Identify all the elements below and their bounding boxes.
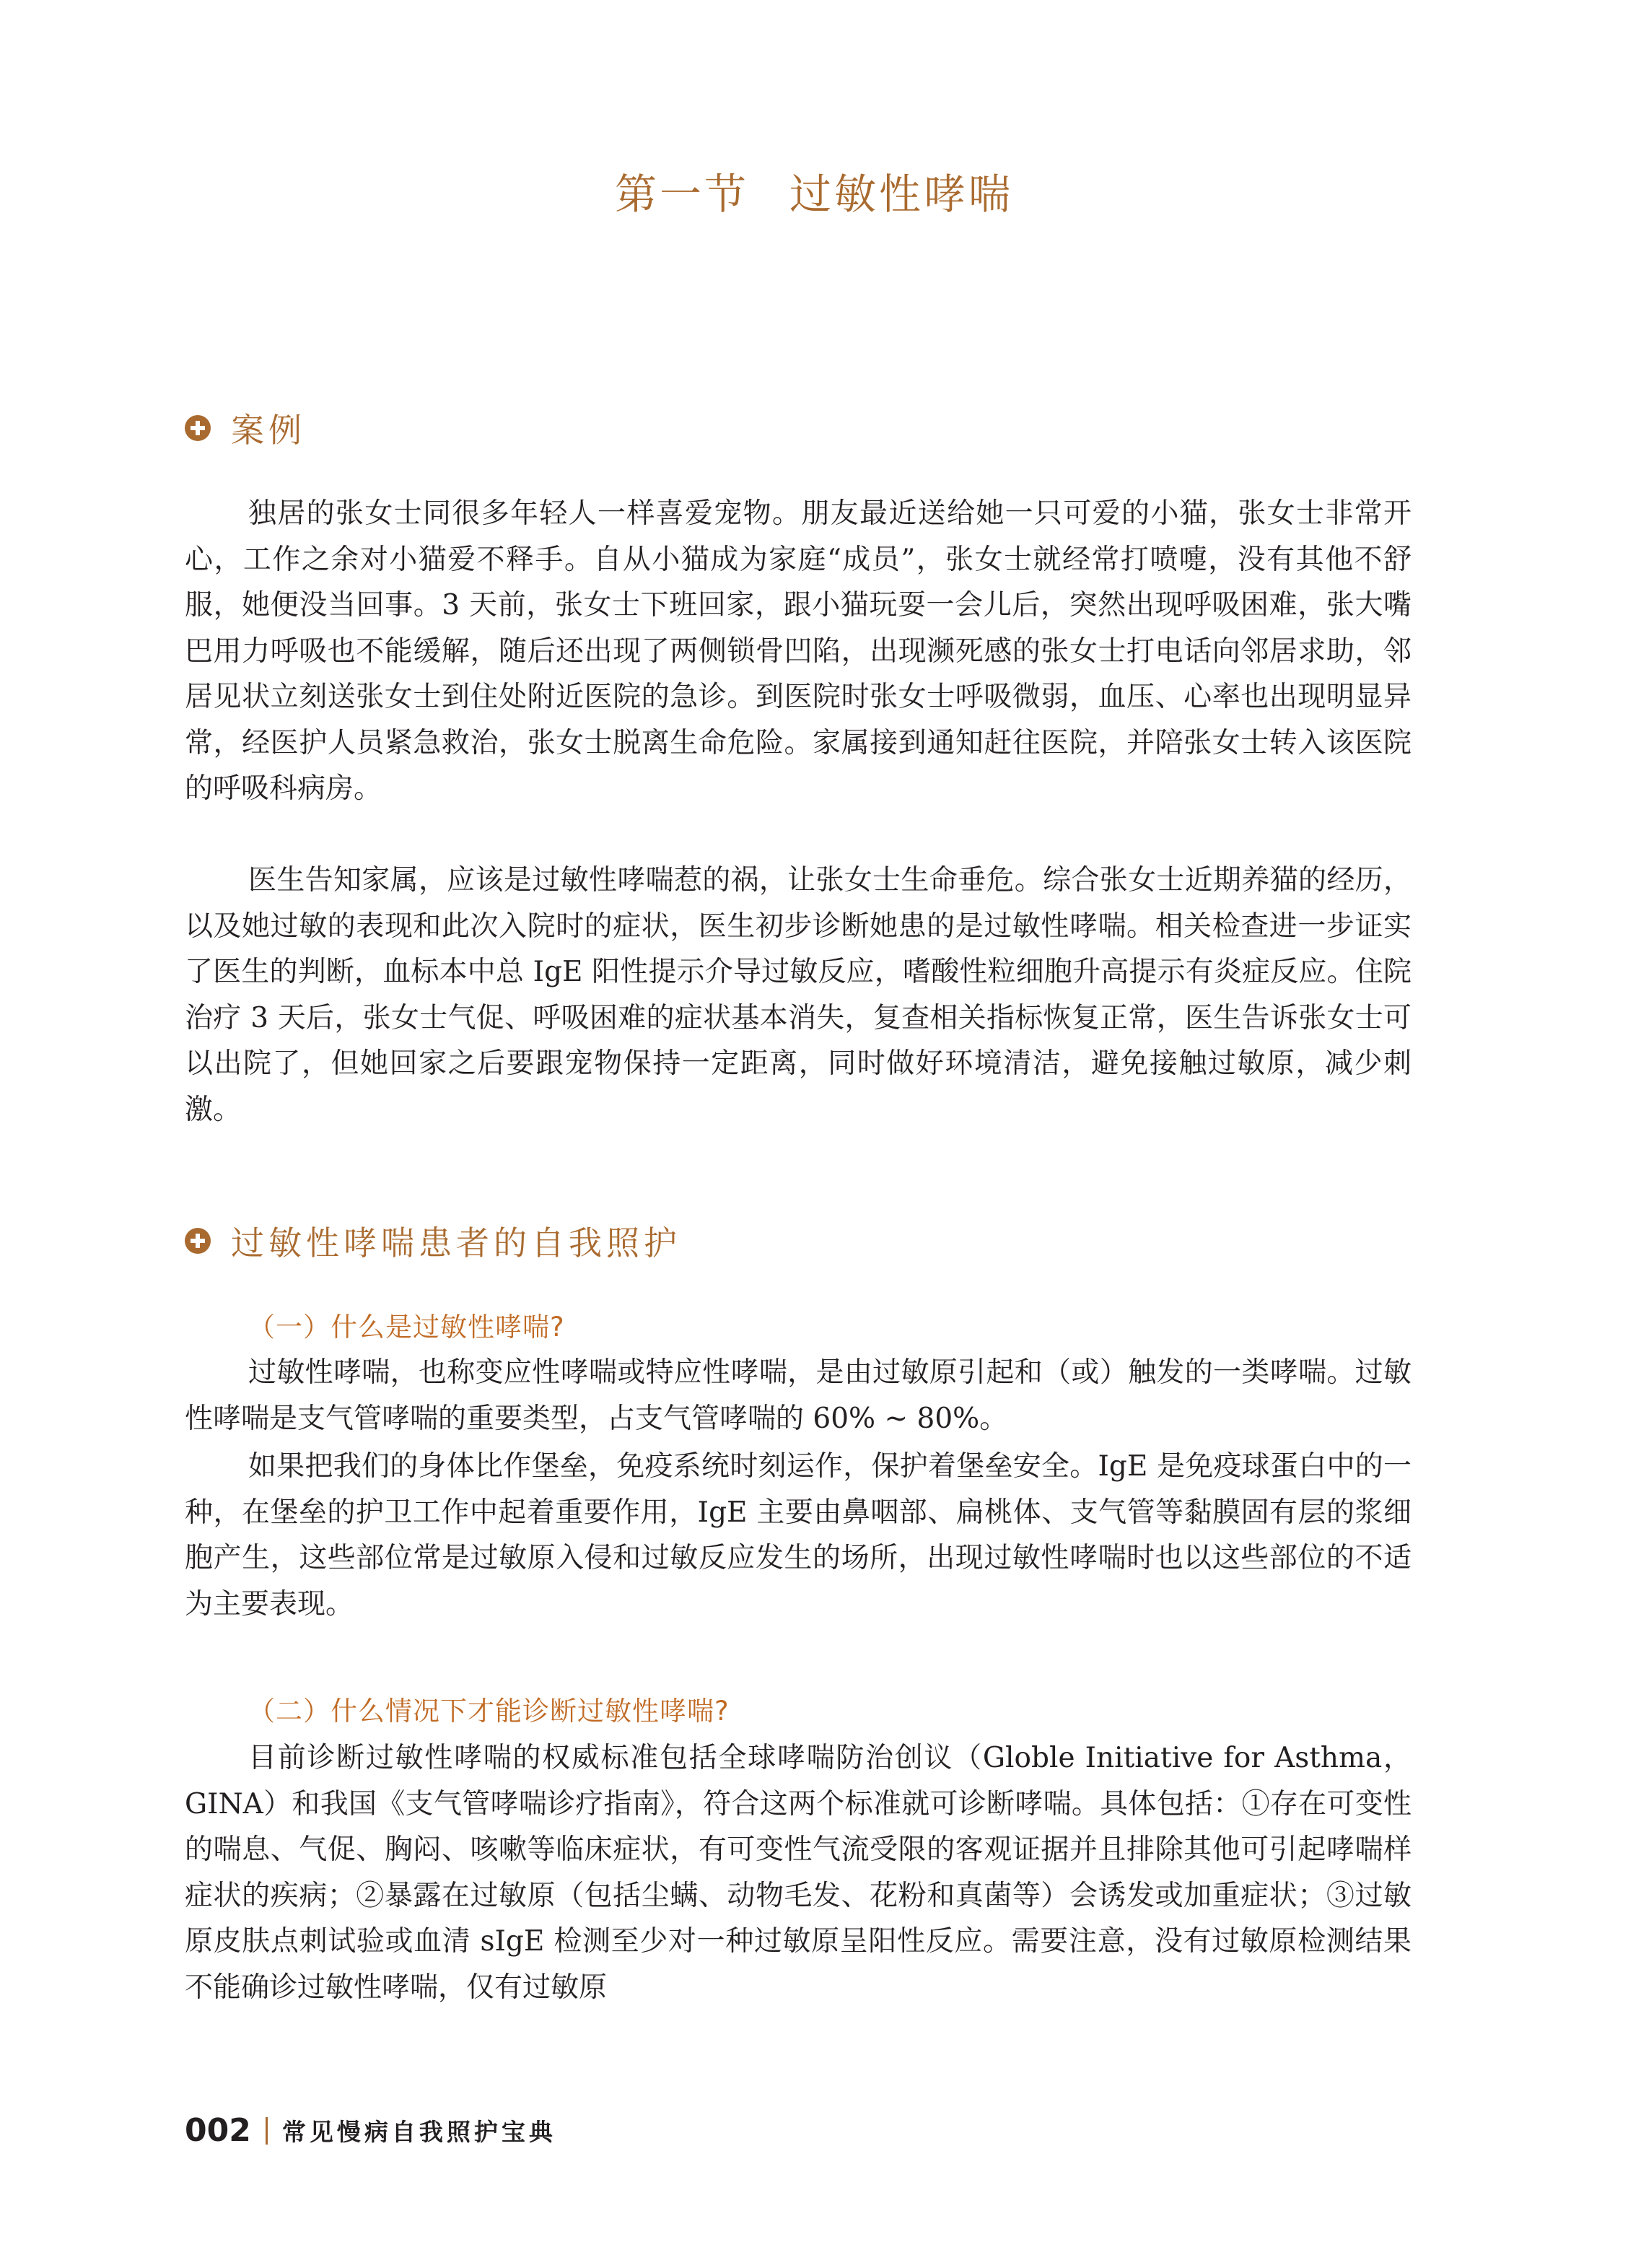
section-topic: 过敏性哮喘: [789, 170, 1014, 219]
question-2-paragraph-1: 目前诊断过敏性哮喘的权威标准包括全球哮喘防治创议（Globle Initiative for Asthma，GINA）和我国《支气管哮喘诊疗指南》，符合这两个标准就可诊断哮喘。具体包括：①存在可变性的喘息、气促、胸闷、咳嗽等临床症状，有可变性气流受限的客观证据并且排除其他可引起哮喘样症状的疾病；②暴露在过敏原（包括尘螨、动物毛发、花粉和真菌等）会诱发或加重症状；③过敏原皮肤点刺试验或血清 sIgE 检测至少对一种过敏原呈阳性反应。需要注意，没有过敏原检测结果不能确诊过敏性哮喘，仅有过敏原: [185, 1742, 1412, 2004]
section-number: 第一节: [614, 170, 749, 219]
question-1-paragraph-2: 如果把我们的身体比作堡垒，免疫系统时刻运作，保护着堡垒安全。IgE 是免疫球蛋白中的一种，在堡垒的护卫工作中起着重要作用，IgE 主要由鼻咽部、扁桃体、支气管等黏膜固有层的浆细胞产生，这些部位常是过敏原入侵和过敏反应发生的场所，出现过敏性哮喘时也以这些部位的不适为主要表现。: [185, 1450, 1412, 1621]
page-title: [0, 160, 1628, 221]
case-paragraph-2: 医生告知家属，应该是过敏性哮喘惹的祸，让张女士生命垂危。综合张女士近期养猫的经历，以及她过敏的表现和此次入院时的症状，医生初步诊断她患的是过敏性哮喘。相关检查进一步证实了医生的判断，血标本中总 IgE 阳性提示介导过敏反应，嗜酸性粒细胞升高提示有炎症反应。住院治疗 3 天后，张女士气促、呼吸困难的症状基本消失，复查相关指标恢复正常，医生告诉张女士可以出院了，但她回家之后要跟宠物保持一定距离，同时做好环境清洁，避免接触过敏原，减少刺激。: [185, 864, 1412, 1126]
plus-circle-icon: [185, 415, 211, 441]
page-footer: [185, 2112, 556, 2149]
case-heading: [185, 404, 306, 452]
plus-circle-icon: [185, 1228, 211, 1254]
case-heading-label: 案例: [231, 411, 306, 450]
question-1-paragraph-1: 过敏性哮喘，也称变应性哮喘或特应性哮喘，是由过敏原引起和（或）触发的一类哮喘。过敏性哮喘是支气管哮喘的重要类型，占支气管哮喘的 60% ~ 80%。: [185, 1356, 1412, 1435]
book-title: 常见慢病自我照护宝典: [281, 2118, 556, 2146]
question-2-heading: （二）什么情况下才能诊断过敏性哮喘?: [248, 1696, 730, 1727]
page-number: 002: [185, 2112, 251, 2149]
footer-divider: [266, 2117, 268, 2145]
case-paragraph-1: 独居的张女士同很多年轻人一样喜爱宠物。朋友最近送给她一只可爱的小猫，张女士非常开心，工作之余对小猫爱不释手。自从小猫成为家庭“成员”，张女士就经常打喷嚏，没有其他不舒服，她便没当回事。3 天前，张女士下班回家，跟小猫玩耍一会儿后，突然出现呼吸困难，张大嘴巴用力呼吸也不能缓解，随后还出现了两侧锁骨凹陷，出现濒死感的张女士打电话向邻居求助，邻居见状立刻送张女士到住处附近医院的急诊。到医院时张女士呼吸微弱，血压、心率也出现明显异常，经医护人员紧急救治，张女士脱离生命危险。家属接到通知赶往医院，并陪张女士转入该医院的呼吸科病房。: [185, 497, 1412, 805]
question-1-heading: （一）什么是过敏性哮喘?: [248, 1312, 565, 1343]
selfcare-heading-label: 过敏性哮喘患者的自我照护: [231, 1224, 681, 1262]
selfcare-heading: [185, 1217, 681, 1265]
